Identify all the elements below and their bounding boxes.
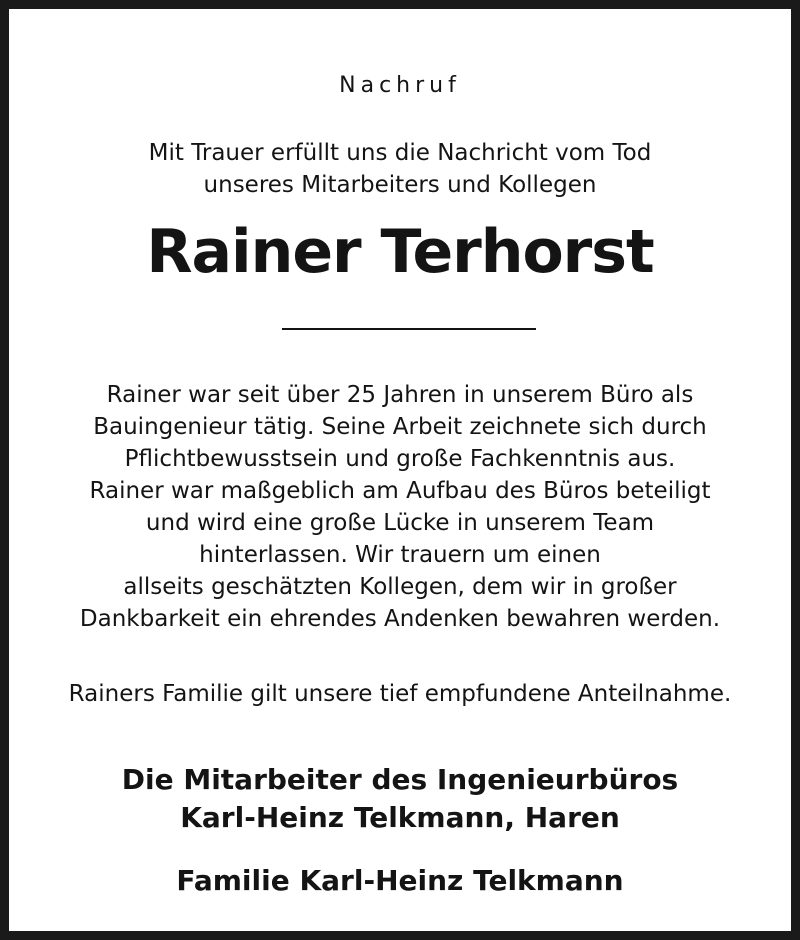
tribute-line: Dankbarkeit ein ehrendes Andenken bewahren werden. (79, 606, 721, 632)
sender-line: Karl-Heinz Telkmann, Haren (180, 801, 620, 834)
divider-line (282, 328, 536, 330)
tribute-line: Rainer war maßgeblich am Aufbau des Büros beteiligt (89, 478, 711, 504)
tribute-text (18, 379, 782, 635)
tribute-line: Pflichtbewusstsein und große Fachkenntnis aus. (124, 446, 676, 472)
condolence-text: Rainers Familie gilt unsere tief empfundene Anteilnahme. (68, 681, 732, 707)
deceased-name: Rainer Terhorst (146, 217, 654, 287)
tribute-line: und wird eine große Lücke in unserem Team (145, 510, 655, 536)
family-signature: Familie Karl-Heinz Telkmann (176, 864, 624, 897)
intro-text (18, 137, 782, 201)
tribute-line: Bauingenieur tätig. Seine Arbeit zeichnete sich durch (93, 414, 707, 440)
sender-block (18, 761, 782, 837)
tribute-line: Rainer war seit über 25 Jahren in unserem Büro als (106, 382, 694, 408)
intro-line: Mit Trauer erfüllt uns die Nachricht vom Tod (148, 140, 652, 166)
tribute-line: hinterlassen. Wir trauern um einen (199, 542, 601, 568)
tribute-line: allseits geschätzten Kollegen, dem wir in großer (123, 574, 677, 600)
sender-line: Die Mitarbeiter des Ingenieurbüros (121, 763, 679, 796)
intro-line: unseres Mitarbeiters und Kollegen (203, 172, 597, 198)
notice-heading: Nachruf (339, 73, 461, 98)
